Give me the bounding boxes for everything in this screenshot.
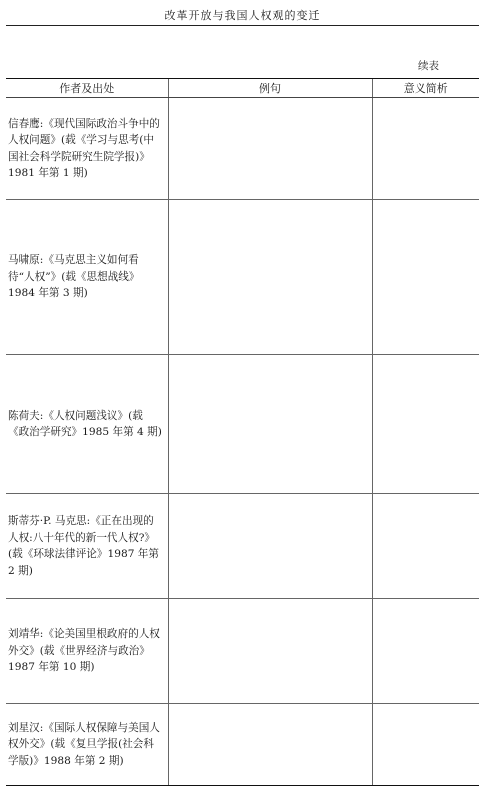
example-cell <box>168 494 372 599</box>
analysis-cell <box>372 599 479 704</box>
analysis-cell <box>372 355 479 494</box>
author-source-cell: 斯蒂芬·P. 马克思:《正在出现的人权:八十年代的新一代人权?》(载《环球法律评论》1987 年第 2 期) <box>6 494 168 599</box>
author-source-cell: 刘星汉:《国际人权保障与美国人权外交》(载《复旦学报(社会科学版)》1988 年第 2 期) <box>6 704 168 786</box>
table-row <box>6 704 479 786</box>
example-cell <box>168 355 372 494</box>
column-header-author: 作者及出处 <box>6 79 168 98</box>
author-source-cell: 刘靖华:《论美国里根政府的人权外交》(载《世界经济与政治》1987 年第 10 期) <box>6 599 168 704</box>
example-cell <box>168 704 372 786</box>
author-source-cell: 信春鹰:《现代国际政治斗争中的人权问题》(载《学习与思考(中国社会科学院研究生院学报)》1981 年第 1 期) <box>6 98 168 200</box>
table-row <box>6 494 479 599</box>
table-row <box>6 98 479 200</box>
example-cell <box>168 599 372 704</box>
analysis-cell <box>372 704 479 786</box>
continued-label: 续表 <box>418 60 439 72</box>
table-row <box>6 355 479 494</box>
example-cell <box>168 98 372 200</box>
terminology-table <box>6 78 479 786</box>
running-header: 改革开放与我国人权观的变迁 <box>6 0 479 26</box>
analysis-cell <box>372 200 479 355</box>
analysis-cell <box>372 494 479 599</box>
example-cell <box>168 200 372 355</box>
analysis-cell <box>372 98 479 200</box>
table-row <box>6 200 479 355</box>
author-source-cell: 陈荷夫:《人权问题浅议》(载《政治学研究》1985 年第 4 期) <box>6 355 168 494</box>
table-header-row <box>6 79 479 98</box>
table-row <box>6 599 479 704</box>
column-header-example: 例句 <box>168 79 372 98</box>
author-source-cell: 马啸原:《马克思主义如何看待“人权”》(载《思想战线》1984 年第 3 期) <box>6 200 168 355</box>
column-header-analysis: 意义简析 <box>372 79 479 98</box>
